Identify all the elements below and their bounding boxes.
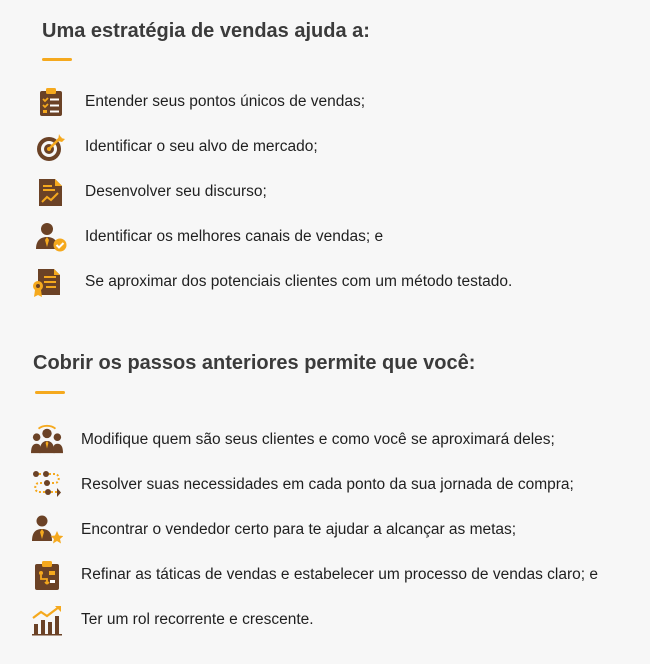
- section-title: Uma estratégia de vendas ajuda a:: [42, 20, 370, 42]
- person-star-icon: [31, 514, 63, 546]
- journey-path-icon: [31, 469, 63, 501]
- section-title: Cobrir os passos anteriores permite que você:: [33, 352, 476, 374]
- list-item-label: Identificar o seu alvo de mercado;: [85, 138, 318, 155]
- process-clipboard-icon: [31, 559, 63, 591]
- list-item-label: Resolver suas necessidades em cada ponto da sua jornada de compra;: [81, 476, 574, 493]
- list-item-label: Identificar os melhores canais de vendas; e: [85, 228, 384, 245]
- list-item-label: Ter um rol recorrente e crescente.: [81, 611, 314, 628]
- list-item-label: Desenvolver seu discurso;: [85, 183, 267, 200]
- growth-chart-icon: [31, 604, 63, 636]
- list-item-label: Se aproximar dos potenciais clientes com um método testado.: [85, 273, 513, 290]
- title-underline: [35, 391, 65, 394]
- list-item-label: Refinar as táticas de vendas e estabelecer um processo de vendas claro; e: [81, 566, 598, 583]
- group-people-icon: [31, 424, 63, 456]
- target-icon: [35, 131, 67, 163]
- report-chart-icon: [35, 176, 67, 208]
- title-underline: [42, 58, 72, 61]
- list-item-label: Entender seus pontos únicos de vendas;: [85, 93, 366, 110]
- list-item-label: Modifique quem são seus clientes e como você se aproximará deles;: [81, 431, 555, 448]
- certificate-icon: [30, 266, 62, 298]
- checklist-clipboard-icon: [35, 86, 67, 118]
- list-item-label: Encontrar o vendedor certo para te ajudar a alcançar as metas;: [81, 521, 517, 538]
- person-check-icon: [35, 221, 67, 253]
